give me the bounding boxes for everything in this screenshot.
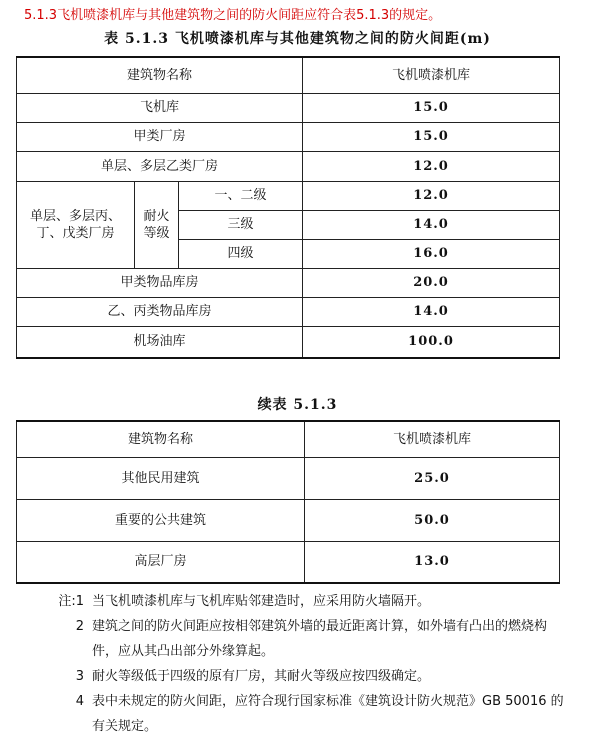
table-row xyxy=(17,541,560,583)
row-label: 甲类厂房 xyxy=(17,122,303,151)
grade-label: 一、二级 xyxy=(179,181,303,210)
table-row xyxy=(17,297,560,326)
note-number: 2 xyxy=(75,619,84,634)
row-value: 14.0 xyxy=(303,297,560,326)
note-text: 耐火等级低于四级的原有厂房，其耐火等级应按四级确定。 xyxy=(92,669,431,684)
row-value: 14.0 xyxy=(303,210,560,239)
header-spray-hangar: 飞机喷漆机库 xyxy=(305,421,560,457)
fire-distance-table xyxy=(16,56,560,359)
note-number: 3 xyxy=(75,669,84,684)
row-label: 机场油库 xyxy=(17,326,303,358)
note-item xyxy=(44,689,564,739)
row-value: 15.0 xyxy=(303,93,560,122)
table-header-row xyxy=(17,57,560,93)
row-value: 12.0 xyxy=(303,181,560,210)
note-item xyxy=(44,664,564,689)
note-number: 4 xyxy=(75,694,84,709)
row-value: 15.0 xyxy=(303,122,560,151)
row-value: 100.0 xyxy=(303,326,560,358)
row-label: 高层厂房 xyxy=(17,541,305,583)
note-item xyxy=(44,589,564,614)
note-number: 注:1 xyxy=(58,594,84,609)
table-row xyxy=(17,93,560,122)
table-row xyxy=(17,151,560,181)
grade-label: 三级 xyxy=(179,210,303,239)
note-text: 当飞机喷漆机库与飞机库贴邻建造时，应采用防火墙隔开。 xyxy=(92,594,431,609)
row-value: 25.0 xyxy=(305,457,560,499)
fire-resistance-label: 耐火等级 xyxy=(135,181,179,268)
table-row xyxy=(17,122,560,151)
group-label: 单层、多层丙、丁、戊类厂房 xyxy=(17,181,135,268)
note-item xyxy=(44,614,564,664)
table1-caption: 表 5.1.3 飞机喷漆机库与其他建筑物之间的防火间距(m) xyxy=(104,31,491,47)
note-text: 表中未规定的防火间距，应符合现行国家标准《建筑设计防火规范》GB 50016 的有关规定。 xyxy=(92,694,564,734)
continued-table xyxy=(16,420,560,584)
table-header-row xyxy=(17,421,560,457)
notes xyxy=(44,589,564,739)
row-label: 飞机库 xyxy=(17,93,303,122)
row-label: 甲类物品库房 xyxy=(17,268,303,297)
table-row xyxy=(17,181,560,210)
header-building-name: 建筑物名称 xyxy=(17,57,303,93)
row-value: 50.0 xyxy=(305,499,560,541)
header-spray-hangar: 飞机喷漆机库 xyxy=(303,57,560,93)
header-building-name: 建筑物名称 xyxy=(17,421,305,457)
table-row xyxy=(17,268,560,297)
table2-caption: 续表 5.1.3 xyxy=(257,397,338,413)
row-value: 16.0 xyxy=(303,239,560,268)
note-text: 建筑之间的防火间距应按相邻建筑外墙的最近距离计算，如外墙有凸出的燃烧构件，应从其凸出部分外缘算起。 xyxy=(92,619,548,659)
table-row xyxy=(17,326,560,358)
table-row xyxy=(17,457,560,499)
table-row xyxy=(17,499,560,541)
row-value: 13.0 xyxy=(305,541,560,583)
row-label: 单层、多层乙类厂房 xyxy=(17,151,303,181)
row-value: 12.0 xyxy=(303,151,560,181)
row-label: 乙、丙类物品库房 xyxy=(17,297,303,326)
intro-text: 5.1.3飞机喷漆机库与其他建筑物之间的防火间距应符合表5.1.3的规定。 xyxy=(24,8,442,23)
row-value: 20.0 xyxy=(303,268,560,297)
grade-label: 四级 xyxy=(179,239,303,268)
row-label: 重要的公共建筑 xyxy=(17,499,305,541)
row-label: 其他民用建筑 xyxy=(17,457,305,499)
